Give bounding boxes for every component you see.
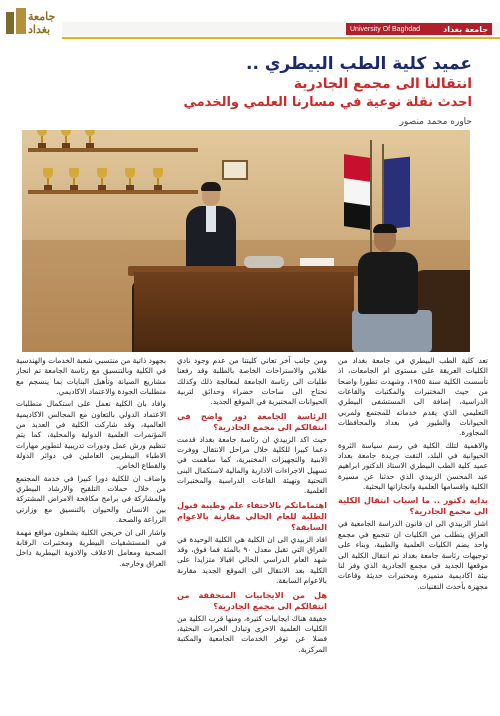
article-column-right — [338, 356, 488, 708]
trophy-icon — [84, 130, 96, 148]
article-column-left — [16, 356, 166, 708]
university-logo — [6, 8, 60, 38]
paragraph: اشار الزبيدي الى ان قانون الدراسة الجامعية في العراق يتطلب من الكليات ان تتجمع في مجمع واحد يضم الكليات العلمية والطبية، وبناء على توجيهات رئاسة جامعة بغداد تم انتقال الكلية الى موقعها الجديد في مجمع الجادرية الذي وفر لنا بيئة اكاديمية متميزة ومختبرات حديثة وقاعات مجهزة بأحدث التقنيات. — [338, 519, 488, 591]
trophy-shelf — [28, 148, 198, 152]
paragraph: واشار الى ان خريجي الكلية يشغلون مواقع مهمة في المستشفيات البيطرية ومختبرات الرقابة الصحية ومعامل الاعلاف والادوية البيطرية داخل العراق وخارجه. — [16, 527, 166, 568]
paragraph: ومن جانب آخر تعاني كليتنا من عدم وجود نادي طلابي والاستراحات الخاصة بالطلبة وقد رفعنا طلبات الى رئاسة الجامعة لمعالجة ذلك وكذلك نحتاج الى ساحات خضراء وحدائق لتربية الحيوانات المختبرية في الموقع الجديد. — [177, 356, 327, 407]
byline: حاوره محمد منصور — [399, 117, 472, 127]
paragraph: بجهود ذاتية من منتسبي شعبة الخدمات والهندسية في الكلية وبالتنسيق مع رئاسة الجامعة تم انجاز مشاريع الصيانة وتأهيل البنايات بما ينسجم مع متطلبات الجودة والاعتماد الاكاديمي. — [16, 356, 166, 397]
desk-ornament — [244, 256, 284, 268]
paragraph: افاد الزبيدي الى ان الكلية هي الكلية الوحيدة في العراق التي تقبل معدل ٩٠ بالمئة فما فوق، وقد شهد العام الدراسي الحالي اقبالا متزايدا على الكلية بعد الانتقال الى الموقع الجديد مقارنة بالاعوام السابقة. — [177, 534, 327, 586]
trophy-icon — [36, 130, 48, 148]
paragraph: حيث اكد الزبيدي ان رئاسة جامعة بغداد قدمت دعما كبيرا للكلية خلال مراحل الانتقال ووفرت الابنية والتجهيزات المختبرية، كما ساهمت في تسهيل الاجراءات الادارية والمالية لاستكمال البنى التحتية وتهيئة القاعات الدراسية والمختبرات العلمية. — [177, 434, 327, 496]
trophy-icon — [68, 168, 80, 190]
paragraph: حقيقة هناك ايجابيات كثيرة، ومنها قرب الكلية من الكليات العلمية الاخرى وتبادل الخبرات البحثية، فضلا عن توفر الخدمات الجامعية والمكتبة المركزية. — [177, 613, 327, 654]
interviewer-figure — [352, 226, 434, 352]
logo-text: جامعة بغداد — [28, 10, 56, 36]
paragraph: والاهمية لتلك الكلية في رسم سياسة الثروة الحيوانية في البلد، التقت جريدة جامعة بغداد عميد كلية الطب البيطري الاستاذ الدكتور ابراهيم عبد المحسن الزبيدي الذي حدثنا عن مسيرة الكلية واقسامها العلمية وانجازاتها البحثية. — [338, 440, 488, 492]
trophy-icon — [96, 168, 108, 190]
dean-figure — [186, 184, 236, 274]
university-banner — [346, 23, 492, 35]
trophy-icon — [60, 130, 72, 148]
question-heading: بداية دكتور .. ما اسباب انتقال الكلية الى مجمع الجادرية؟ — [338, 495, 488, 517]
trophy-shelf — [28, 190, 198, 194]
trophy-icon — [124, 168, 136, 190]
university-name-en: University Of Baghdad — [350, 25, 421, 33]
paragraph: تعد كلية الطب البيطري في جامعة بغداد من الكليات العريقة على مستوى ام الجامعات، اذ تأسست الكلية سنة ١٩٥٥، وشهدت تطورا واضحا من حيث المختبرات والمكتبات والقاعات الدراسية، إضافة الى المستشفى البيطري التعليمي الذي يقدم خدماته للمجتمع ولمربي الحيوانات والطيور في بغداد والمحافظات المجاورة. — [338, 356, 488, 438]
masthead — [0, 0, 500, 44]
gold-divider — [62, 37, 500, 39]
trophy-icon — [42, 168, 54, 190]
university-name-ar: جامعة بغداد — [443, 24, 488, 34]
question-heading: اهتماماتكم بالاحتفاء علم وطيبة قبول الطلبة للعام الحالي مقارنة بالاعوام السابقة؟ — [177, 499, 327, 532]
question-heading: هل من الايجابيات المتحققة من انتقالكم الى مجمع الجادرية؟ — [177, 589, 327, 611]
interview-photo — [22, 130, 470, 352]
trophy-icon — [152, 168, 164, 190]
article-subheadline-1: انتقالنا الى مجمع الجادرية — [293, 76, 472, 92]
article-headline: عميد كلية الطب البيطري .. — [245, 54, 472, 74]
question-heading: الرئاسة الجامعة دور واضح في انتقالكم الى مجمع الجادرية؟ — [177, 410, 327, 432]
paragraph: واضاف ان للكلية دورا كبيرا في خدمة المجتمع من خلال حملات التلقيح والارشاد البيطري والمشاركة في برامج مكافحة الامراض المشتركة بين الانسان والحيوان بالتنسيق مع وزارتي الزراعة والصحة. — [16, 473, 166, 525]
paragraph: وافاد بان الكلية تعمل على استكمال متطلبات الاعتماد الدولي بالتعاون مع المجالس الاكاديمية العالمية، وقد شاركت الكلية في العديد من المؤتمرات العلمية الدولية والمحلية، كما يتم تنظيم ورش عمل ودورات تدريبية لتطوير مهارات الاطباء البيطريين العاملين في دوائر الدولة والقطاع الخاص. — [16, 399, 166, 471]
article-column-middle — [177, 356, 327, 708]
wall-picture-frame — [222, 160, 248, 180]
logo-bar — [16, 8, 26, 34]
logo-bar — [6, 12, 14, 34]
desk-papers — [300, 258, 334, 266]
article-subheadline-2: احدث نقلة نوعية في مسارنا العلمي والخدمي — [183, 95, 472, 110]
office-desk — [134, 272, 354, 352]
